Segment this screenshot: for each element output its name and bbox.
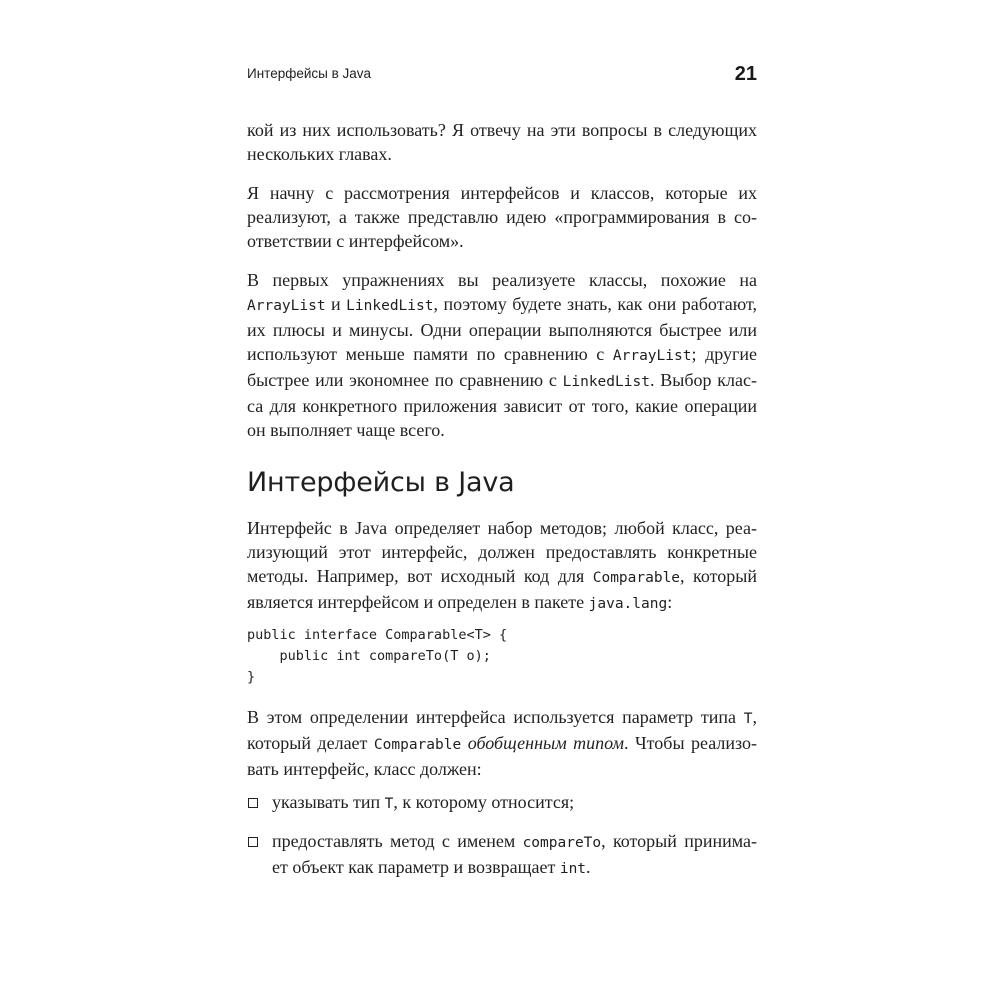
text-line: предоставлять метод с именем compareTo, который принима- <box>272 831 757 851</box>
text-line: который делает Comparable обобщенным типом. Чтобы реализо- <box>247 733 757 753</box>
text-line: ет объект как параметр и возвращает int. <box>272 857 591 877</box>
text-line: указывать тип T, к которому относится; <box>272 792 575 812</box>
text-line: вать интерфейс, класс должен: <box>247 759 482 779</box>
list-item-text <box>272 829 757 881</box>
text-line: их плюсы и минусы. Одни операции выполняются быстрее или <box>247 320 757 340</box>
code-listing <box>247 625 507 688</box>
inline-code: T <box>384 796 394 812</box>
section-heading: Интерфейсы в Java <box>247 467 515 498</box>
paragraph-exercises <box>247 268 757 442</box>
code-line: public interface Comparable<T> { <box>247 627 508 643</box>
paragraph-interface-def <box>247 516 757 616</box>
page-number: 21 <box>734 63 757 85</box>
inline-code: Comparable <box>592 570 681 586</box>
checkbox-bullet-icon <box>248 798 258 808</box>
inline-code: T <box>743 711 753 727</box>
inline-code: LinkedList <box>346 298 434 314</box>
paragraph-generic-type <box>247 705 757 781</box>
code-line: public int compareTo(T o); <box>247 648 491 664</box>
list-item-text <box>272 790 757 816</box>
emphasis-text: обобщенным типом <box>467 733 624 753</box>
inline-code: compareTo <box>522 835 602 851</box>
inline-code: LinkedList <box>562 374 650 390</box>
code-line: } <box>247 669 256 685</box>
text-line: ArrayList и LinkedList, поэтому будете знать, как они работают, <box>247 294 757 314</box>
text-line: ответствии с интерфейсом». <box>247 231 464 251</box>
text-line: кой из них использовать? Я отвечу на эти вопросы в следующих <box>247 120 757 140</box>
inline-code: java.lang <box>588 596 668 612</box>
text-line: является интерфейсом и определен в пакете java.lang: <box>247 592 673 612</box>
inline-code: Comparable <box>373 737 462 753</box>
text-line: Я начну с рассмотрения интерфейсов и классов, которые их <box>247 183 757 203</box>
checkbox-bullet-icon <box>248 837 258 847</box>
text-line: В этом определении интерфейса используется параметр типа T, <box>247 707 757 727</box>
text-line: он выполняет чаще всего. <box>247 420 445 440</box>
running-header <box>247 63 757 87</box>
paragraph-intro-end <box>247 118 757 166</box>
text-line: быстрее или экономнее по сравнению с LinkedList. Выбор клас- <box>247 370 757 390</box>
running-title: Интерфейсы в Java <box>247 66 372 81</box>
text-line: методы. Например, вот исходный код для Comparable, который <box>247 566 757 586</box>
text-line: В первых упражнениях вы реализуете классы, похожие на <box>247 270 757 290</box>
text-line: нескольких главах. <box>247 144 392 164</box>
paragraph-approach <box>247 181 757 253</box>
inline-code: ArrayList <box>247 298 326 314</box>
text-line: используют меньше памяти по сравнению с ArrayList; другие <box>247 344 757 364</box>
inline-code: int <box>559 861 587 877</box>
text-line: Интерфейс в Java определяет набор методов; любой класс, реа- <box>247 518 757 538</box>
text-line: реализуют, а также представлю идею «программирования в со- <box>247 207 757 227</box>
text-line: са для конкретного приложения зависит от того, какие операции <box>247 396 757 416</box>
inline-code: ArrayList <box>612 348 692 364</box>
text-line: лизующий этот интерфейс, должен предоставлять конкретные <box>247 542 757 562</box>
